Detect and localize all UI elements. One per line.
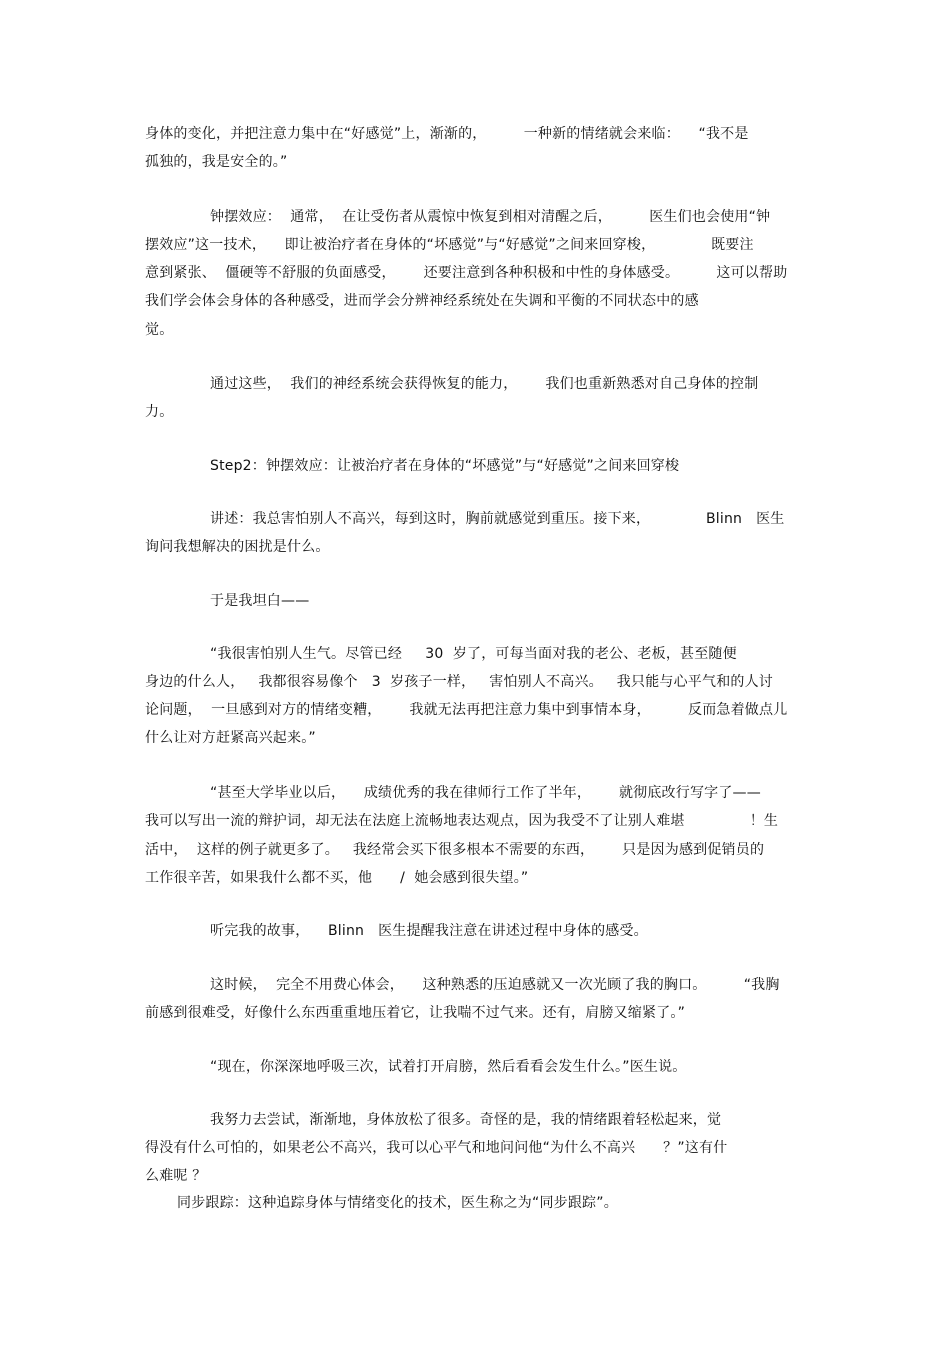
text-line: 我可以写出一流的辩护词，却无法在法庭上流畅地表达观点，因为我受不了让别人难堪 ！生 xyxy=(145,813,779,829)
text-line: 询问我想解决的困扰是什么。 xyxy=(145,539,330,555)
text-line: 我努力去尝试，渐渐地，身体放松了很多。奇怪的是，我的情绪跟着轻松起来，觉 xyxy=(210,1112,722,1128)
text-line: 得没有什么可怕的，如果老公不高兴，我可以心平气和地问问他“为什么不高兴 ？”这有什 xyxy=(145,1140,728,1156)
text-line: 钟摆效应： 通常， 在让受伤者从震惊中恢复到相对清醒之后， 医生们也会使用“钟 xyxy=(210,209,771,225)
text-line: “我很害怕别人生气。尽管已经 30 岁了，可每当面对我的老公、老板，甚至随便 xyxy=(210,646,737,662)
text-line: 孤独的，我是安全的。” xyxy=(145,154,288,170)
text-line: 我们学会体会身体的各种感受，进而学会分辨神经系统处在失调和平衡的不同状态中的感 xyxy=(145,293,699,309)
text-line: “甚至大学毕业以后， 成绩优秀的我在律师行工作了半年， 就彻底改行写字了—— xyxy=(210,785,761,801)
text-line: 于是我坦白—— xyxy=(210,593,310,609)
text-line: 觉。 xyxy=(145,322,174,338)
text-line: 听完我的故事， Blinn 医生提醒我注意在讲述过程中身体的感受。 xyxy=(210,923,648,939)
text-line: 么难呢 ？ xyxy=(145,1168,207,1184)
text-line: “现在，你深深地呼吸三次，试着打开肩膀，然后看看会发生什么。”医生说。 xyxy=(210,1059,687,1075)
text-line: 什么让对方赶紧高兴起来。” xyxy=(145,730,316,746)
text-line: 同步跟踪：这种追踪身体与情绪变化的技术，医生称之为“同步跟踪”。 xyxy=(177,1195,618,1211)
text-line: 摆效应”这一技术， 即让被治疗者在身体的“坏感觉”与“好感觉”之间来回穿梭， 既要注 xyxy=(145,237,754,253)
text-line: 论问题， 一旦感到对方的情绪变糟， 我就无法再把注意力集中到事情本身， 反而急着做点儿 xyxy=(145,702,788,718)
text-line: 这时候， 完全不用费心体会， 这种熟悉的压迫感就又一次光顾了我的胸口。 “我胸 xyxy=(210,977,780,993)
text-line: 意到紧张、 僵硬等不舒服的负面感受， 还要注意到各种积极和中性的身体感受。 这可以帮助 xyxy=(145,265,788,281)
text-line: Step2：钟摆效应：让被治疗者在身体的“坏感觉”与“好感觉”之间来回穿梭 xyxy=(210,458,680,474)
text-line: 工作很辛苦，如果我什么都不买，他 / 她会感到很失望。” xyxy=(145,870,529,886)
text-line: 讲述：我总害怕别人不高兴，每到这时，胸前就感觉到重压。接下来， Blinn 医生 xyxy=(210,511,785,527)
text-line: 前感到很难受，好像什么东西重重地压着它，让我喘不过气来。还有，肩膀又缩紧了。” xyxy=(145,1005,686,1021)
text-line: 身边的什么人， 我都很容易像个 3 岁孩子一样， 害怕别人不高兴。 我只能与心平气和的人讨 xyxy=(145,674,774,690)
text-line: 身体的变化，并把注意力集中在“好感觉”上，渐渐的， 一种新的情绪就会来临： “我不是 xyxy=(145,126,749,142)
text-line: 力。 xyxy=(145,404,174,420)
text-line: 活中， 这样的例子就更多了。 我经常会买下很多根本不需要的东西， 只是因为感到促销员的 xyxy=(145,842,765,858)
text-line: 通过这些， 我们的神经系统会获得恢复的能力， 我们也重新熟悉对自己身体的控制 xyxy=(210,376,759,392)
